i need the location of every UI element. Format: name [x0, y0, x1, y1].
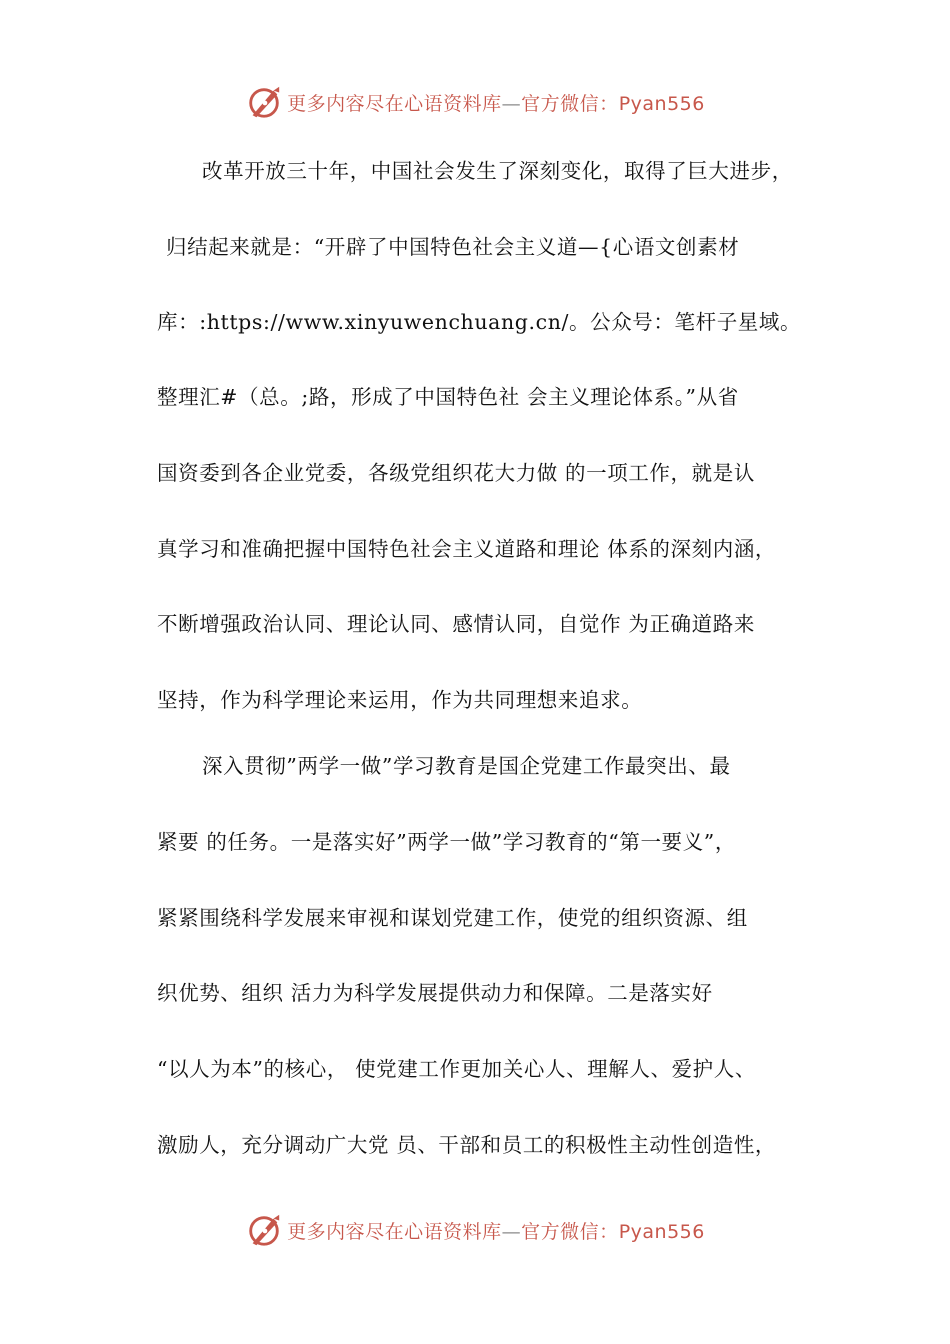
text-line: 不断增强政治认同、理论认同、感情认同，自觉作 为正确道路来	[157, 612, 755, 636]
banner-text: 更多内容尽在心语资料库—官方微信：Pyan556	[287, 92, 705, 115]
footer-watermark-banner	[0, 1210, 950, 1250]
banner-text: 更多内容尽在心语资料库—官方微信：Pyan556	[287, 1220, 705, 1243]
pen-nib-circle-icon	[245, 1211, 283, 1249]
text-line: 归结起来就是：“开辟了中国特色社会主义道—{心语文创素材	[166, 235, 740, 259]
text-line: 真学习和准确把握中国特色社会主义道路和理论 体系的深刻内涵，	[157, 537, 777, 561]
text-line: 坚持，作为科学理论来运用，作为共同理想来追求。	[157, 688, 643, 712]
text-line: 激励人，充分调动广大党 员、干部和员工的积极性主动性创造性，	[157, 1133, 777, 1157]
text-line: 整理汇#（总。;路，形成了中国特色社 会主义理论体系。”从省	[157, 385, 739, 409]
text-line: 紧紧围绕科学发展来审视和谋划党建工作，使党的组织资源、组	[157, 906, 748, 930]
text-line: 库：:https://www.xinyuwenchuang.cn/。公众号：笔杆子星域。	[157, 310, 802, 334]
text-line: 改革开放三十年，中国社会发生了深刻变化，取得了巨大进步，	[202, 159, 793, 183]
text-line: 深入贯彻”两学一做”学习教育是国企党建工作最突出、最	[202, 754, 731, 778]
text-line: 织优势、组织 活力为科学发展提供动力和保障。二是落实好	[157, 981, 713, 1005]
text-line: “以人为本”的核心， 使党建工作更加关心人、理解人、爱护人、	[157, 1057, 756, 1081]
text-line: 国资委到各企业党委，各级党组织花大力做 的一项工作，就是认	[157, 461, 755, 485]
text-line: 紧要 的任务。一是落实好”两学一做”学习教育的“第一要义”，	[157, 830, 736, 854]
